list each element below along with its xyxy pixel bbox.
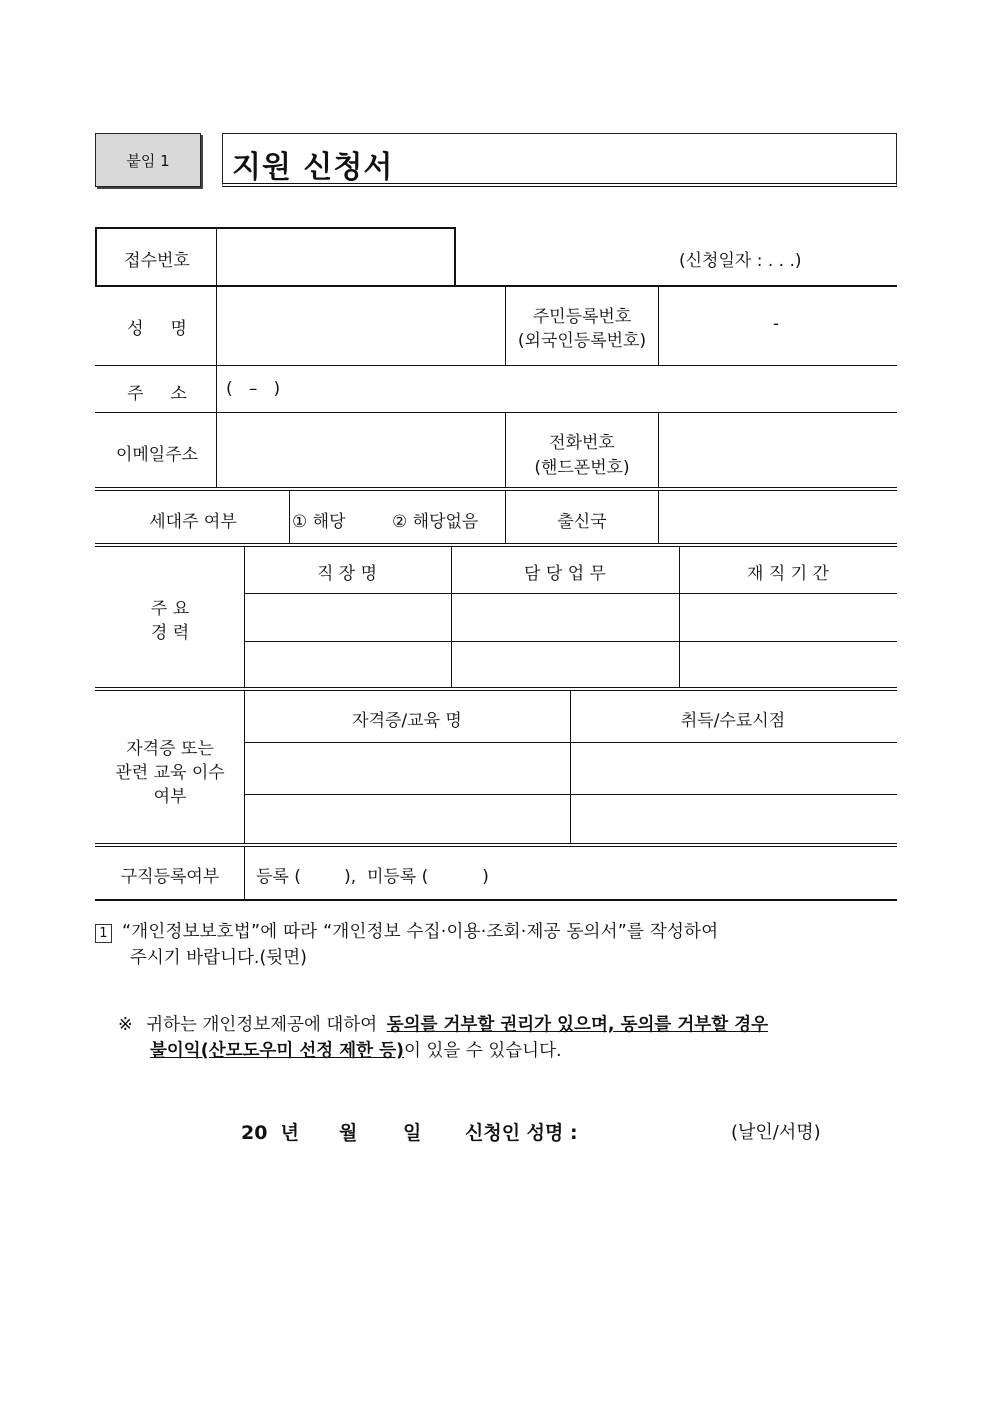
career-header-period: 재 직 기 간 — [747, 564, 829, 584]
refusal-note — [118, 1011, 768, 1036]
receipt-number-label: 접수번호 — [124, 251, 190, 271]
household-option-no[interactable]: ② 해당없음 — [392, 512, 479, 532]
attachment-label: 붙임 1 — [126, 151, 170, 170]
career-header-company: 직 장 명 — [316, 564, 378, 584]
household-option-yes[interactable]: ① 해당 — [292, 512, 346, 532]
resident-number-label: 주민등록번호 — [532, 307, 632, 327]
reference-mark-icon: ※ — [118, 1015, 133, 1035]
name-field[interactable] — [217, 287, 505, 365]
career-label-line1: 주 요 — [150, 599, 190, 619]
address-label: 주 소 — [127, 384, 187, 404]
note-number-box: 1 — [95, 924, 112, 943]
career-label-line2: 경 력 — [150, 623, 190, 643]
receipt-number-field[interactable] — [218, 229, 453, 285]
job-registration-field[interactable]: 등록 ( ), 미등록 ( ) — [256, 867, 489, 887]
cert-label-line3: 여부 — [153, 787, 187, 807]
attachment-badge — [95, 133, 201, 187]
birth-country-field[interactable] — [659, 491, 897, 543]
cert-header-date: 취득/수료시점 — [680, 711, 786, 731]
cert-label-line1: 자격증 또는 — [126, 739, 214, 759]
name-label: 성 명 — [127, 319, 187, 339]
refusal-note-emphasis1: 동의를 거부할 권리가 있으며, 동의를 거부할 경우 — [386, 1015, 769, 1035]
email-label: 이메일주소 — [115, 445, 199, 465]
email-field[interactable] — [217, 413, 505, 487]
address-field[interactable]: ( – ) — [226, 379, 281, 399]
mobile-label: (핸드폰번호) — [534, 458, 630, 478]
applicant-name-label: 신청인 성명 : — [465, 1122, 578, 1144]
birth-country-label: 출신국 — [557, 512, 607, 532]
cert-label-line2: 관련 교육 이수 — [115, 763, 225, 783]
refusal-note-line2 — [150, 1037, 562, 1062]
resident-number-field[interactable]: - — [772, 314, 780, 334]
signature-day: 일 — [403, 1122, 422, 1144]
consent-note-line2: 주시기 바랍니다.(뒷면) — [130, 948, 307, 968]
signature-month: 월 — [339, 1122, 358, 1144]
title-box — [222, 133, 897, 187]
refusal-note-emphasis2: 불이익(산모도우미 선정 제한 등) — [150, 1041, 405, 1061]
consent-note-line1: “개인정보보호법”에 따라 “개인정보 수집·이용·조회·제공 동의서”를 작성하여 — [122, 922, 719, 942]
phone-label: 전화번호 — [549, 433, 615, 453]
job-registration-label: 구직등록여부 — [120, 867, 220, 887]
foreigner-number-label: (외국인등록번호) — [517, 331, 647, 351]
cert-header-name: 자격증/교육 명 — [352, 711, 462, 731]
application-date: (신청일자 : . . .) — [679, 251, 802, 271]
career-header-duty: 담 당 업 무 — [524, 564, 606, 584]
phone-field[interactable] — [659, 413, 897, 487]
applicant-name-field[interactable] — [615, 1114, 725, 1142]
signature-year: 20 년 — [241, 1122, 300, 1144]
household-head-label: 세대주 여부 — [149, 512, 237, 532]
consent-note — [95, 918, 718, 943]
stamp-signature-label: (날인/서명) — [731, 1122, 821, 1143]
page-title: 지원 신청서 — [232, 150, 394, 185]
refusal-note-prefix: 귀하는 개인정보제공에 대하여 — [146, 1015, 378, 1035]
refusal-note-suffix: 이 있을 수 있습니다. — [404, 1041, 562, 1061]
